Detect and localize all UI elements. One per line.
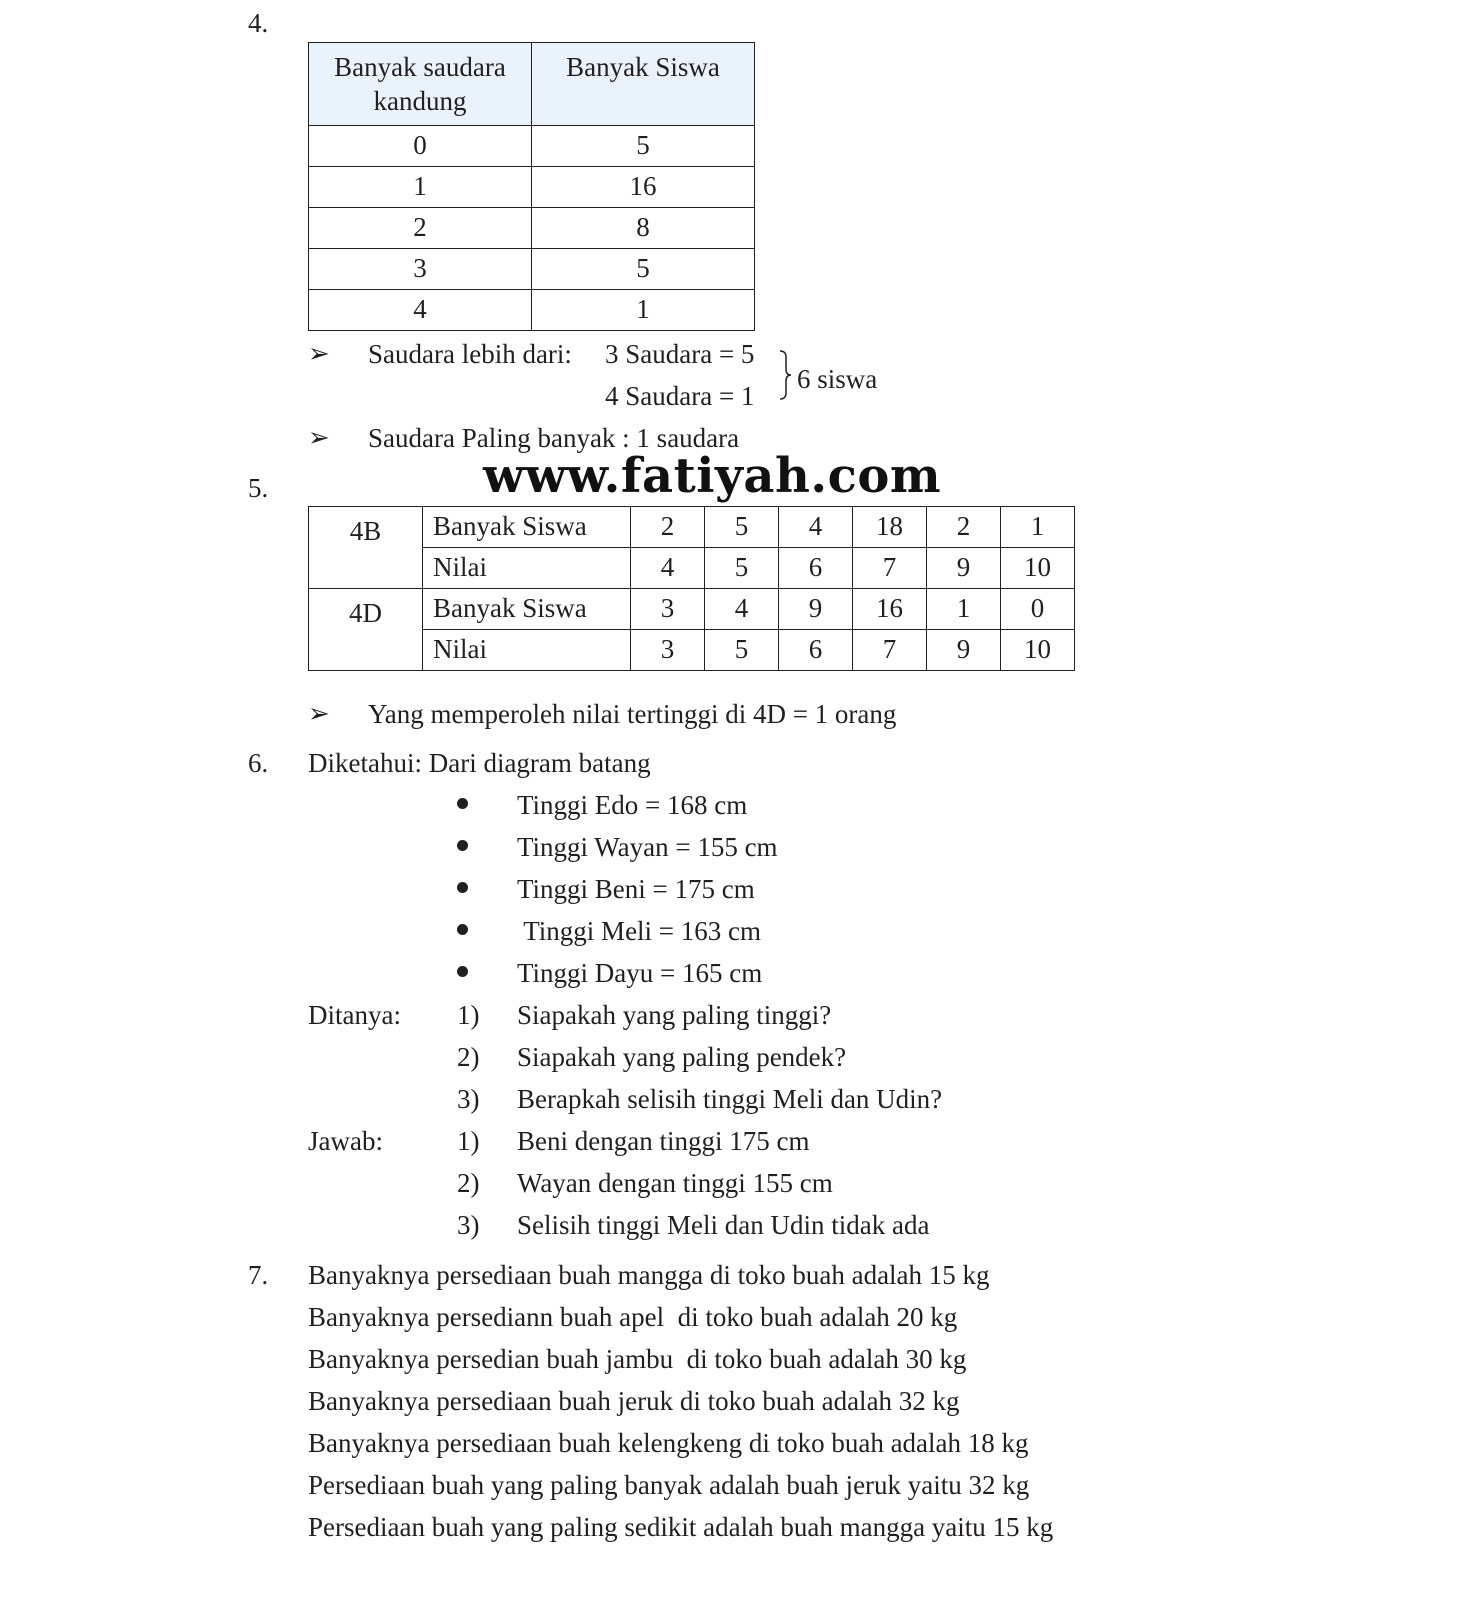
table-cell: 5 xyxy=(705,630,779,671)
bullet-text: Saudara lebih dari: xyxy=(368,339,572,369)
bullet-dot-icon xyxy=(457,840,468,851)
table-row xyxy=(309,630,1075,671)
table-cell: 7 xyxy=(853,548,927,589)
answer-line: Persediaan buah yang paling banyak adalah buah jeruk yaitu 32 kg xyxy=(308,1470,1030,1500)
table-cell: 5 xyxy=(532,126,755,167)
question-item: Siapakah yang paling tinggi? xyxy=(517,1000,832,1030)
table-cell: 10 xyxy=(1001,548,1075,589)
answer-line: Banyaknya persediann buah apel di toko buah adalah 20 kg xyxy=(308,1302,958,1332)
bullet-dot-icon xyxy=(457,882,468,893)
answer-line: Banyaknya persedian buah jambu di toko buah adalah 30 kg xyxy=(308,1344,967,1374)
table-cell: 16 xyxy=(532,167,755,208)
table-cell: 3 xyxy=(631,630,705,671)
table-cell: 5 xyxy=(532,249,755,290)
table-row xyxy=(309,548,1075,589)
table-cell: 10 xyxy=(1001,630,1075,671)
table-row xyxy=(309,249,755,290)
bullet-text: Yang memperoleh nilai tertinggi di 4D = 1 orang xyxy=(368,699,897,729)
question-item: Berapkah selisih tinggi Meli dan Udin? xyxy=(517,1084,943,1114)
table-header: Banyak Siswa xyxy=(532,43,755,126)
question-number: 6. xyxy=(248,748,269,778)
table-row xyxy=(309,126,755,167)
table-cell: 16 xyxy=(853,589,927,630)
table-cell: 2 xyxy=(927,507,1001,548)
table-cell: 6 xyxy=(779,548,853,589)
fact-item: Tinggi Wayan = 155 cm xyxy=(517,832,778,862)
answer-line: Persediaan buah yang paling sedikit adalah buah mangga yaitu 15 kg xyxy=(308,1512,1054,1542)
table-row xyxy=(309,208,755,249)
table-cell: 3 xyxy=(631,589,705,630)
question-index: 1) xyxy=(457,1000,480,1030)
table-cell: 1 xyxy=(927,589,1001,630)
bullet-dot-icon xyxy=(457,924,468,935)
table-cell: 4 xyxy=(309,290,532,331)
question-item: Siapakah yang paling pendek? xyxy=(517,1042,847,1072)
answer-index: 3) xyxy=(457,1210,480,1240)
row-label: Banyak Siswa xyxy=(423,507,631,548)
table-row xyxy=(309,167,755,208)
bullet-dot-icon xyxy=(457,798,468,809)
table-cell: 18 xyxy=(853,507,927,548)
table-cell: 2 xyxy=(309,208,532,249)
sibling-count-line: 4 Saudara = 1 xyxy=(605,381,755,411)
table-header: Banyak saudara kandung xyxy=(309,43,532,126)
siblings-table xyxy=(308,42,755,331)
table-row xyxy=(309,290,755,331)
class-cell: 4D xyxy=(309,589,423,671)
row-label: Banyak Siswa xyxy=(423,589,631,630)
question-number: 5. xyxy=(248,473,269,503)
arrow-bullet-icon: ➢ xyxy=(308,423,330,452)
table-cell: 0 xyxy=(1001,589,1075,630)
bullet-text: Saudara Paling banyak : 1 saudara xyxy=(368,423,740,453)
ditanya-label: Ditanya: xyxy=(308,1000,401,1030)
total-students: 6 siswa xyxy=(797,364,878,394)
answer-index: 2) xyxy=(457,1168,480,1198)
table-cell: 1 xyxy=(309,167,532,208)
watermark: www.fatiyah.com xyxy=(483,448,942,504)
table-cell: 6 xyxy=(779,630,853,671)
class-cell: 4B xyxy=(309,507,423,589)
table-cell: 1 xyxy=(1001,507,1075,548)
table-cell: 8 xyxy=(532,208,755,249)
answer-item: Wayan dengan tinggi 155 cm xyxy=(517,1168,833,1198)
table-cell: 4 xyxy=(779,507,853,548)
table-cell: 3 xyxy=(309,249,532,290)
jawab-label: Jawab: xyxy=(308,1126,383,1156)
table-cell: 9 xyxy=(927,548,1001,589)
fact-item: Tinggi Beni = 175 cm xyxy=(517,874,755,904)
intro-text: Diketahui: Dari diagram batang xyxy=(308,748,651,778)
answer-index: 1) xyxy=(457,1126,480,1156)
question-number: 7. xyxy=(248,1260,269,1290)
question-index: 3) xyxy=(457,1084,480,1114)
table-cell: 5 xyxy=(705,548,779,589)
table-cell: 2 xyxy=(631,507,705,548)
table-cell: 0 xyxy=(309,126,532,167)
table-cell: 9 xyxy=(779,589,853,630)
table-cell: 4 xyxy=(705,589,779,630)
arrow-bullet-icon: ➢ xyxy=(308,699,330,728)
answer-item: Selisih tinggi Meli dan Udin tidak ada xyxy=(517,1210,930,1240)
fact-item: Tinggi Meli = 163 cm xyxy=(517,916,762,946)
question-index: 2) xyxy=(457,1042,480,1072)
fact-item: Tinggi Dayu = 165 cm xyxy=(517,958,763,988)
row-label: Nilai xyxy=(423,630,631,671)
table-cell: 1 xyxy=(532,290,755,331)
table-row xyxy=(309,507,1075,548)
table-cell: 9 xyxy=(927,630,1001,671)
table-cell: 5 xyxy=(705,507,779,548)
row-label: Nilai xyxy=(423,548,631,589)
answer-line: Banyaknya persediaan buah kelengkeng di toko buah adalah 18 kg xyxy=(308,1428,1029,1458)
table-row xyxy=(309,589,1075,630)
bullet-dot-icon xyxy=(457,966,468,977)
question-number: 4. xyxy=(248,8,269,38)
answer-line: Banyaknya persediaan buah mangga di toko buah adalah 15 kg xyxy=(308,1260,990,1290)
table-cell: 4 xyxy=(631,548,705,589)
answer-item: Beni dengan tinggi 175 cm xyxy=(517,1126,810,1156)
arrow-bullet-icon: ➢ xyxy=(308,339,330,368)
sibling-count-line: 3 Saudara = 5 xyxy=(605,339,755,369)
table-cell: 7 xyxy=(853,630,927,671)
curly-brace-icon xyxy=(778,350,792,400)
grades-table xyxy=(308,506,1075,671)
answer-line: Banyaknya persediaan buah jeruk di toko buah adalah 32 kg xyxy=(308,1386,960,1416)
fact-item: Tinggi Edo = 168 cm xyxy=(517,790,748,820)
